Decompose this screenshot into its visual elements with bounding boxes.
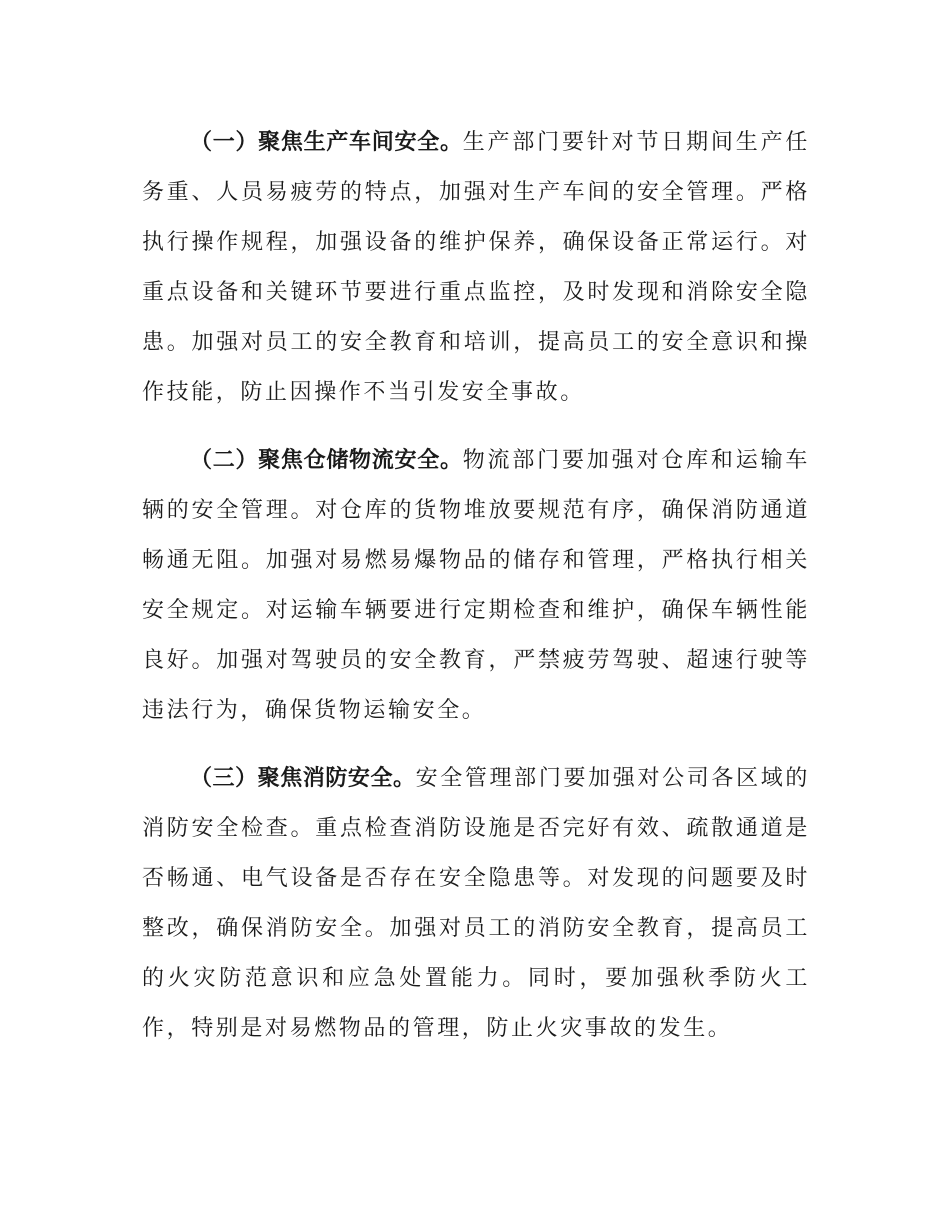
section-heading-1: （一）聚焦生产车间安全。 [190, 130, 463, 155]
section-paragraph-1 [142, 118, 810, 418]
section-heading-2: （二）聚焦仓储物流安全。 [190, 448, 463, 473]
section-text-1: 生产部门要针对节日期间生产任务重、人员易疲劳的特点，加强对生产车间的安全管理。严格执行操作规程，加强设备的维护保养，确保设备正常运行。对重点设备和关键环节要进行重点监控，及时发现和消除安全隐患。加强对员工的安全教育和培训，提高员工的安全意识和操作技能，防止因操作不当引发安全事故。 [142, 130, 810, 405]
section-text-3: 安全管理部门要加强对公司各区域的消防安全检查。重点检查消防设施是否完好有效、疏散通道是否畅通、电气设备是否存在安全隐患等。对发现的问题要及时整改，确保消防安全。加强对员工的消防安全教育，提高员工的火灾防范意识和应急处置能力。同时，要加强秋季防火工作，特别是对易燃物品的管理，防止火灾事故的发生。 [142, 766, 810, 1041]
section-heading-3: （三）聚焦消防安全。 [190, 766, 416, 791]
document-body [142, 118, 810, 1072]
section-text-2: 物流部门要加强对仓库和运输车辆的安全管理。对仓库的货物堆放要规范有序，确保消防通道畅通无阻。加强对易燃易爆物品的储存和管理，严格执行相关安全规定。对运输车辆要进行定期检查和维护，确保车辆性能良好。加强对驾驶员的安全教育，严禁疲劳驾驶、超速行驶等违法行为，确保货物运输安全。 [142, 448, 810, 723]
section-paragraph-2 [142, 436, 810, 736]
section-paragraph-3 [142, 754, 810, 1054]
